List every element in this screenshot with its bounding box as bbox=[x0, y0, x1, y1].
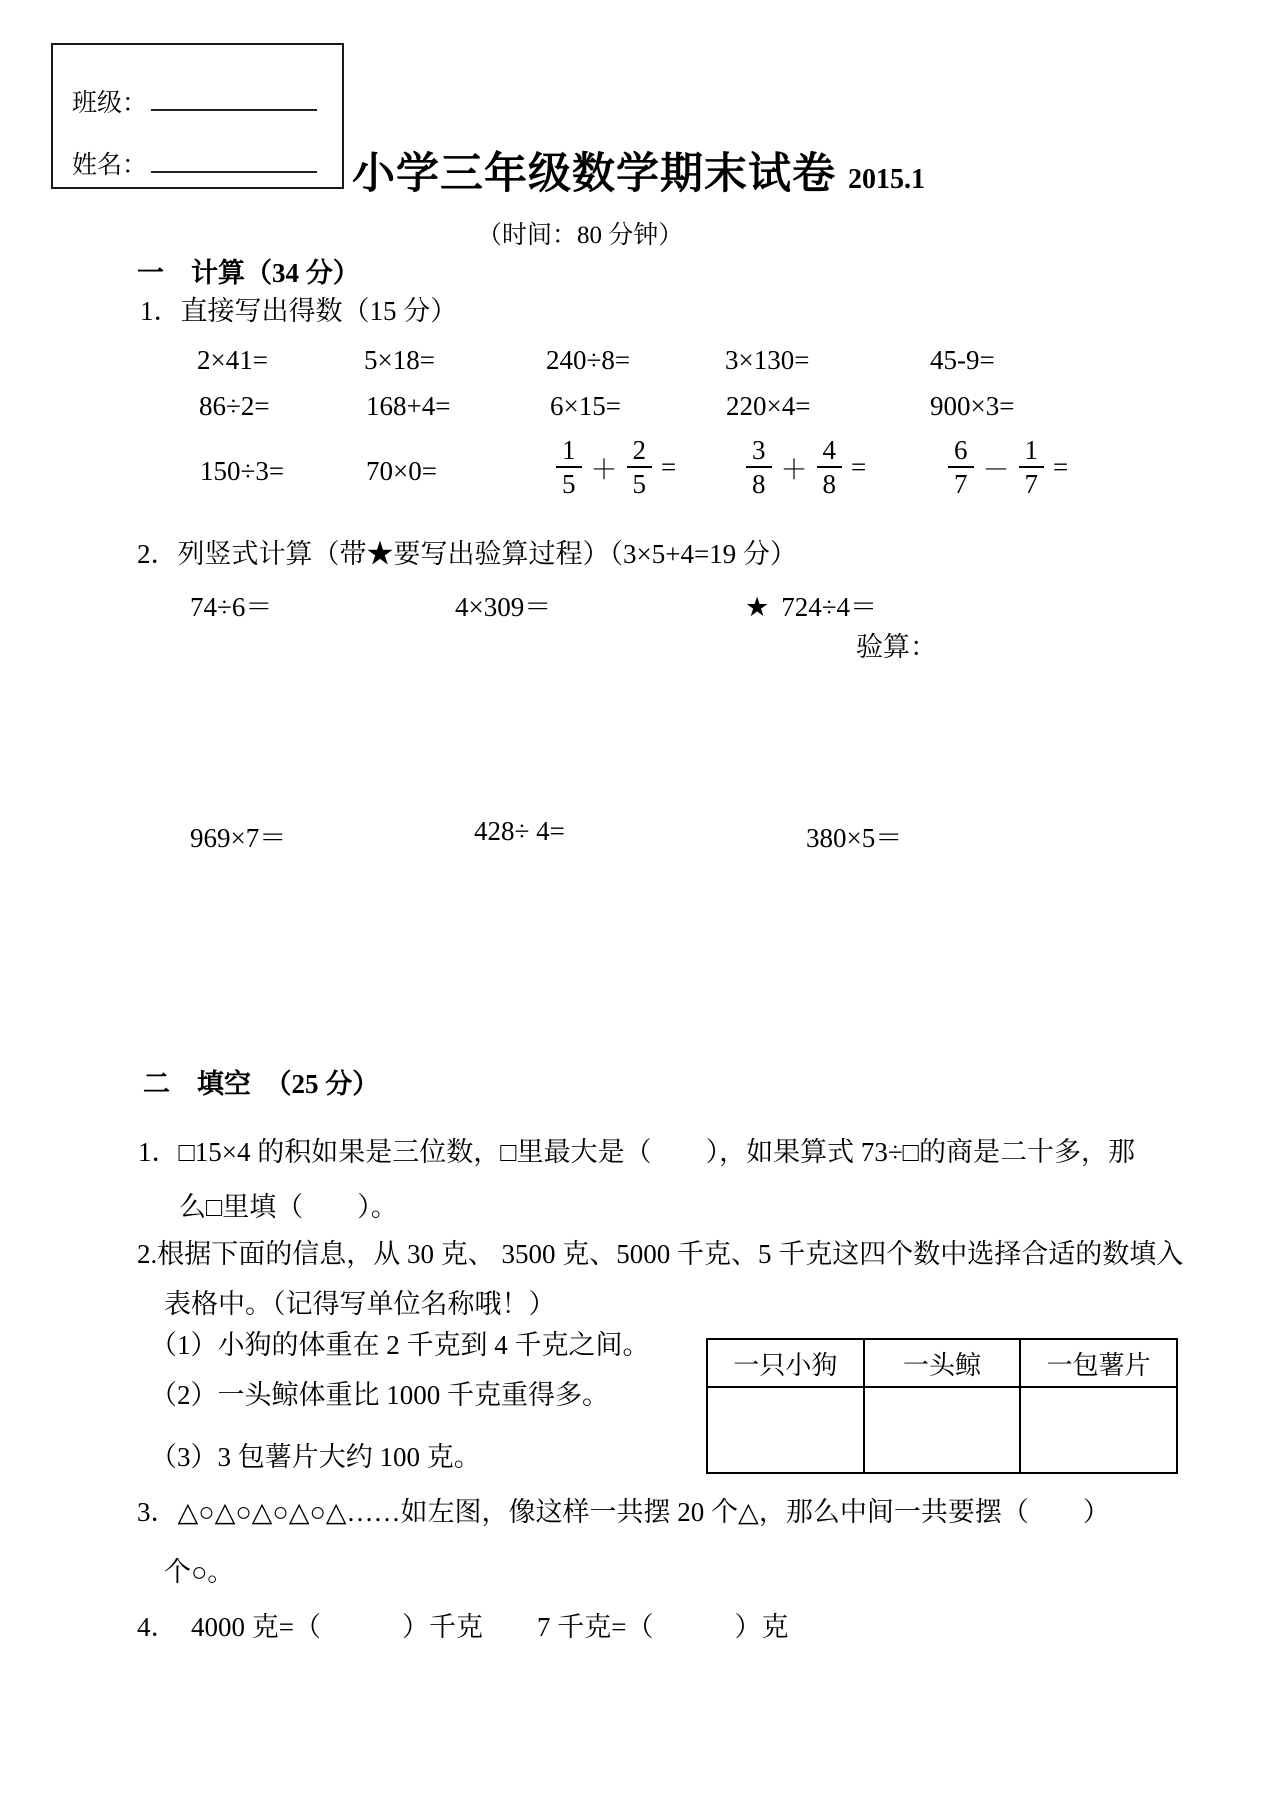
title-row bbox=[352, 140, 925, 201]
table-answer-cell[interactable] bbox=[708, 1388, 865, 1472]
fill-q2-item: （2）一头鲸体重比 1000 千克重得多。 bbox=[150, 1380, 609, 1410]
fill-q2-line2: 表格中。（记得写单位名称哦！） bbox=[164, 1289, 556, 1319]
fill-q4-line: 4． 4000 克=（ ）千克 7 千克=（ ）克 bbox=[137, 1612, 789, 1642]
calc-expression: 900×3= bbox=[930, 391, 1015, 421]
fill-q3-line1: 3．△○△○△○△○△……如左图，像这样一共摆 20 个△，那么中间一共要摆（ ） bbox=[137, 1497, 1110, 1527]
star-icon: ★ bbox=[745, 592, 770, 622]
fill-q2-line1: 2.根据下面的信息，从 30 克、 3500 克、5000 千克、5 千克这四个数中选择合适的数填入 bbox=[137, 1239, 1184, 1269]
fraction-expression bbox=[556, 436, 676, 499]
calc-expression: 150÷3= bbox=[200, 456, 285, 486]
section-1-heading: 一 计算（34 分） bbox=[137, 258, 360, 288]
fill-q2-item: （3）3 包薯片大约 100 克。 bbox=[150, 1442, 481, 1472]
calc-expression: 86÷2= bbox=[199, 391, 270, 421]
name-label: 姓名： bbox=[72, 152, 148, 179]
fraction: $\frac{1}{5}$ bbox=[556, 436, 582, 499]
calc-expression: 6×15= bbox=[550, 391, 621, 421]
fraction: $\frac{4}{8}$ bbox=[817, 436, 843, 499]
s1-q1-label: 1．直接写出得数（15 分） bbox=[140, 296, 458, 326]
fill-q2-item: （1）小狗的体重在 2 千克到 4 千克之间。 bbox=[150, 1330, 650, 1360]
student-info-box bbox=[51, 43, 344, 189]
fraction: $\frac{1}{7}$ bbox=[1019, 436, 1045, 499]
equals-sign: = bbox=[1053, 451, 1069, 482]
table-answer-row bbox=[708, 1388, 1176, 1472]
time-limit: （时间：80 分钟） bbox=[477, 222, 684, 249]
calc-expression: 74÷6＝ bbox=[190, 592, 273, 622]
section-2-heading: 二 填空 （25 分） bbox=[143, 1069, 380, 1099]
starred-problem bbox=[745, 585, 877, 624]
name-blank-line[interactable] bbox=[151, 146, 317, 173]
s1-q2-label: 2．列竖式计算（带★要写出验算过程）（3×5+4=19 分） bbox=[137, 539, 797, 569]
calc-expression: 2×41= bbox=[197, 345, 268, 375]
page-title: 小学三年级数学期末试卷 bbox=[352, 151, 836, 198]
equals-sign: = bbox=[661, 451, 677, 482]
table-header-row bbox=[708, 1340, 1176, 1388]
operator: － bbox=[982, 454, 1010, 485]
calc-expression: 45-9= bbox=[930, 345, 995, 375]
exam-edition: 2015.1 bbox=[848, 164, 925, 195]
table-header-cell: 一只小狗 bbox=[708, 1340, 865, 1386]
fraction: $\frac{6}{7}$ bbox=[948, 436, 974, 499]
calc-expression: 240÷8= bbox=[546, 345, 631, 375]
fraction-expression bbox=[746, 436, 866, 499]
fraction: $\frac{2}{5}$ bbox=[627, 436, 653, 499]
calc-expression: 4×309＝ bbox=[455, 592, 552, 622]
class-label: 班级： bbox=[72, 90, 148, 117]
table-answer-cell[interactable] bbox=[865, 1388, 1022, 1472]
fill-q1-line1: 1．□15×4 的积如果是三位数，□里最大是（ ），如果算式 73÷□的商是二十多，那 bbox=[138, 1137, 1135, 1167]
calc-expression: 70×0= bbox=[366, 456, 437, 486]
operator: ＋ bbox=[590, 454, 618, 485]
table-answer-cell[interactable] bbox=[1021, 1388, 1176, 1472]
fill-q1-line2: 么□里填（ ）。 bbox=[179, 1192, 398, 1222]
calc-expression: 220×4= bbox=[726, 391, 811, 421]
calc-expression: 428÷ 4= bbox=[474, 816, 565, 846]
calc-expression: 3×130= bbox=[725, 345, 810, 375]
calc-expression: 380×5＝ bbox=[806, 823, 903, 853]
calc-expression: 5×18= bbox=[364, 345, 435, 375]
starred-expression: 724÷4＝ bbox=[781, 592, 878, 622]
equals-sign: = bbox=[851, 451, 867, 482]
fill-q3-line2: 个○。 bbox=[164, 1557, 235, 1587]
fraction-expression bbox=[948, 436, 1068, 499]
fraction: $\frac{3}{8}$ bbox=[746, 436, 772, 499]
calc-expression: 168+4= bbox=[366, 391, 451, 421]
weights-table bbox=[706, 1338, 1178, 1474]
table-header-cell: 一头鲸 bbox=[865, 1340, 1022, 1386]
calc-expression: 969×7＝ bbox=[190, 823, 287, 853]
table-header-cell: 一包薯片 bbox=[1046, 1350, 1151, 1380]
verification-label: 验算： bbox=[856, 632, 937, 662]
operator: ＋ bbox=[780, 454, 808, 485]
class-blank-line[interactable] bbox=[151, 84, 317, 111]
